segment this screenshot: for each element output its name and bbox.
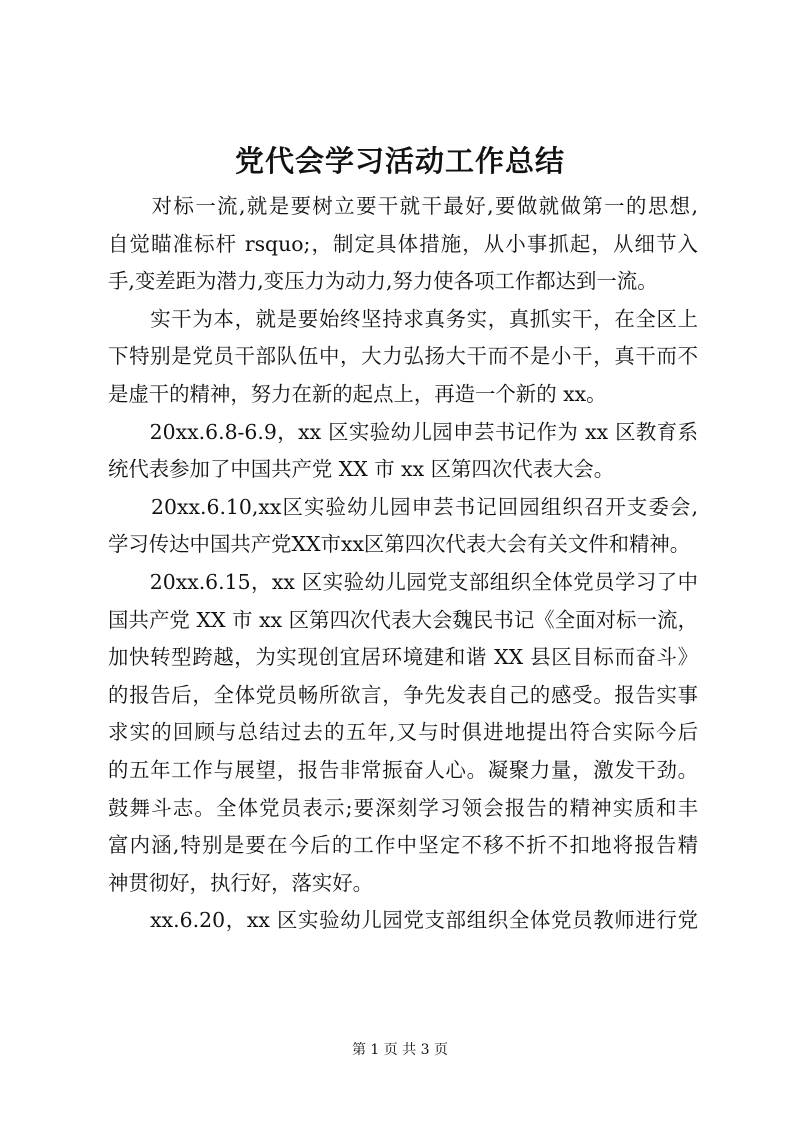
text-line: 统代表参加了中国共产党 XX 市 xx 区第四次代表大会。: [108, 457, 615, 482]
page-number: 第 1 页 共 3 页: [351, 1042, 449, 1058]
text-line: 神贯彻好，执行好，落实好。: [108, 870, 374, 895]
text-line: 下特别是党员干部队伍中，大力弘扬大干而不是小干，真干而不: [108, 344, 698, 369]
text-line: 学习传达中国共产党XX市xx区第四次代表大会有关文件和精神。: [108, 532, 691, 557]
paragraph: [108, 489, 698, 564]
text-line: 实干为本，就是要始终坚持求真务实，真抓实干，在全区上: [108, 306, 698, 331]
text-line: 自觉瞄准标杆 rsquo;，制定具体措施，从小事抓起，从细节入: [108, 231, 698, 256]
text-line: 的报告后，全体党员畅所欲言，争先发表自己的感受。报告实事: [108, 682, 698, 707]
paragraph: [108, 188, 698, 301]
paragraph: [108, 902, 698, 940]
text-line: 对标一流,就是要树立要干就干最好,要做就做第一的思想,: [108, 194, 698, 218]
text-line: 是虚干的精神，努力在新的起点上，再造一个新的 xx。: [108, 381, 607, 406]
document-body: [108, 188, 698, 940]
document-title: 党代会学习活动工作总结: [234, 144, 565, 178]
paragraph: [108, 301, 698, 414]
text-line: 20xx.6.10,xx区实验幼儿园申芸书记回园组织召开支委会,: [108, 494, 698, 519]
text-line: 20xx.6.15，xx 区实验幼儿园党支部组织全体党员学习了中: [108, 569, 698, 594]
text-line: 国共产党 XX 市 xx 区第四次代表大会魏民书记《全面对标一流，: [108, 607, 698, 632]
text-line: 20xx.6.8-6.9，xx 区实验幼儿园申芸书记作为 xx 区教育系: [108, 419, 698, 444]
text-line: 的五年工作与展望，报告非常振奋人心。凝聚力量，激发干劲。: [108, 757, 698, 782]
text-line: 加快转型跨越，为实现创宜居环境建和谐 XX 县区目标而奋斗》: [108, 645, 698, 670]
paragraph: [108, 564, 698, 902]
text-line: 富内涵,特别是要在今后的工作中坚定不移不折不扣地将报告精: [108, 833, 698, 858]
text-line: 鼓舞斗志。全体党员表示;要深刻学习领会报告的精神实质和丰: [108, 795, 698, 820]
text-line: xx.6.20，xx 区实验幼儿园党支部组织全体党员教师进行党: [108, 908, 698, 933]
text-line: 求实的回顾与总结过去的五年,又与时俱进地提出符合实际今后: [108, 720, 698, 745]
paragraph: [108, 414, 698, 489]
text-line: 手,变差距为潜力,变压力为动力,努力使各项工作都达到一流。: [108, 269, 658, 294]
